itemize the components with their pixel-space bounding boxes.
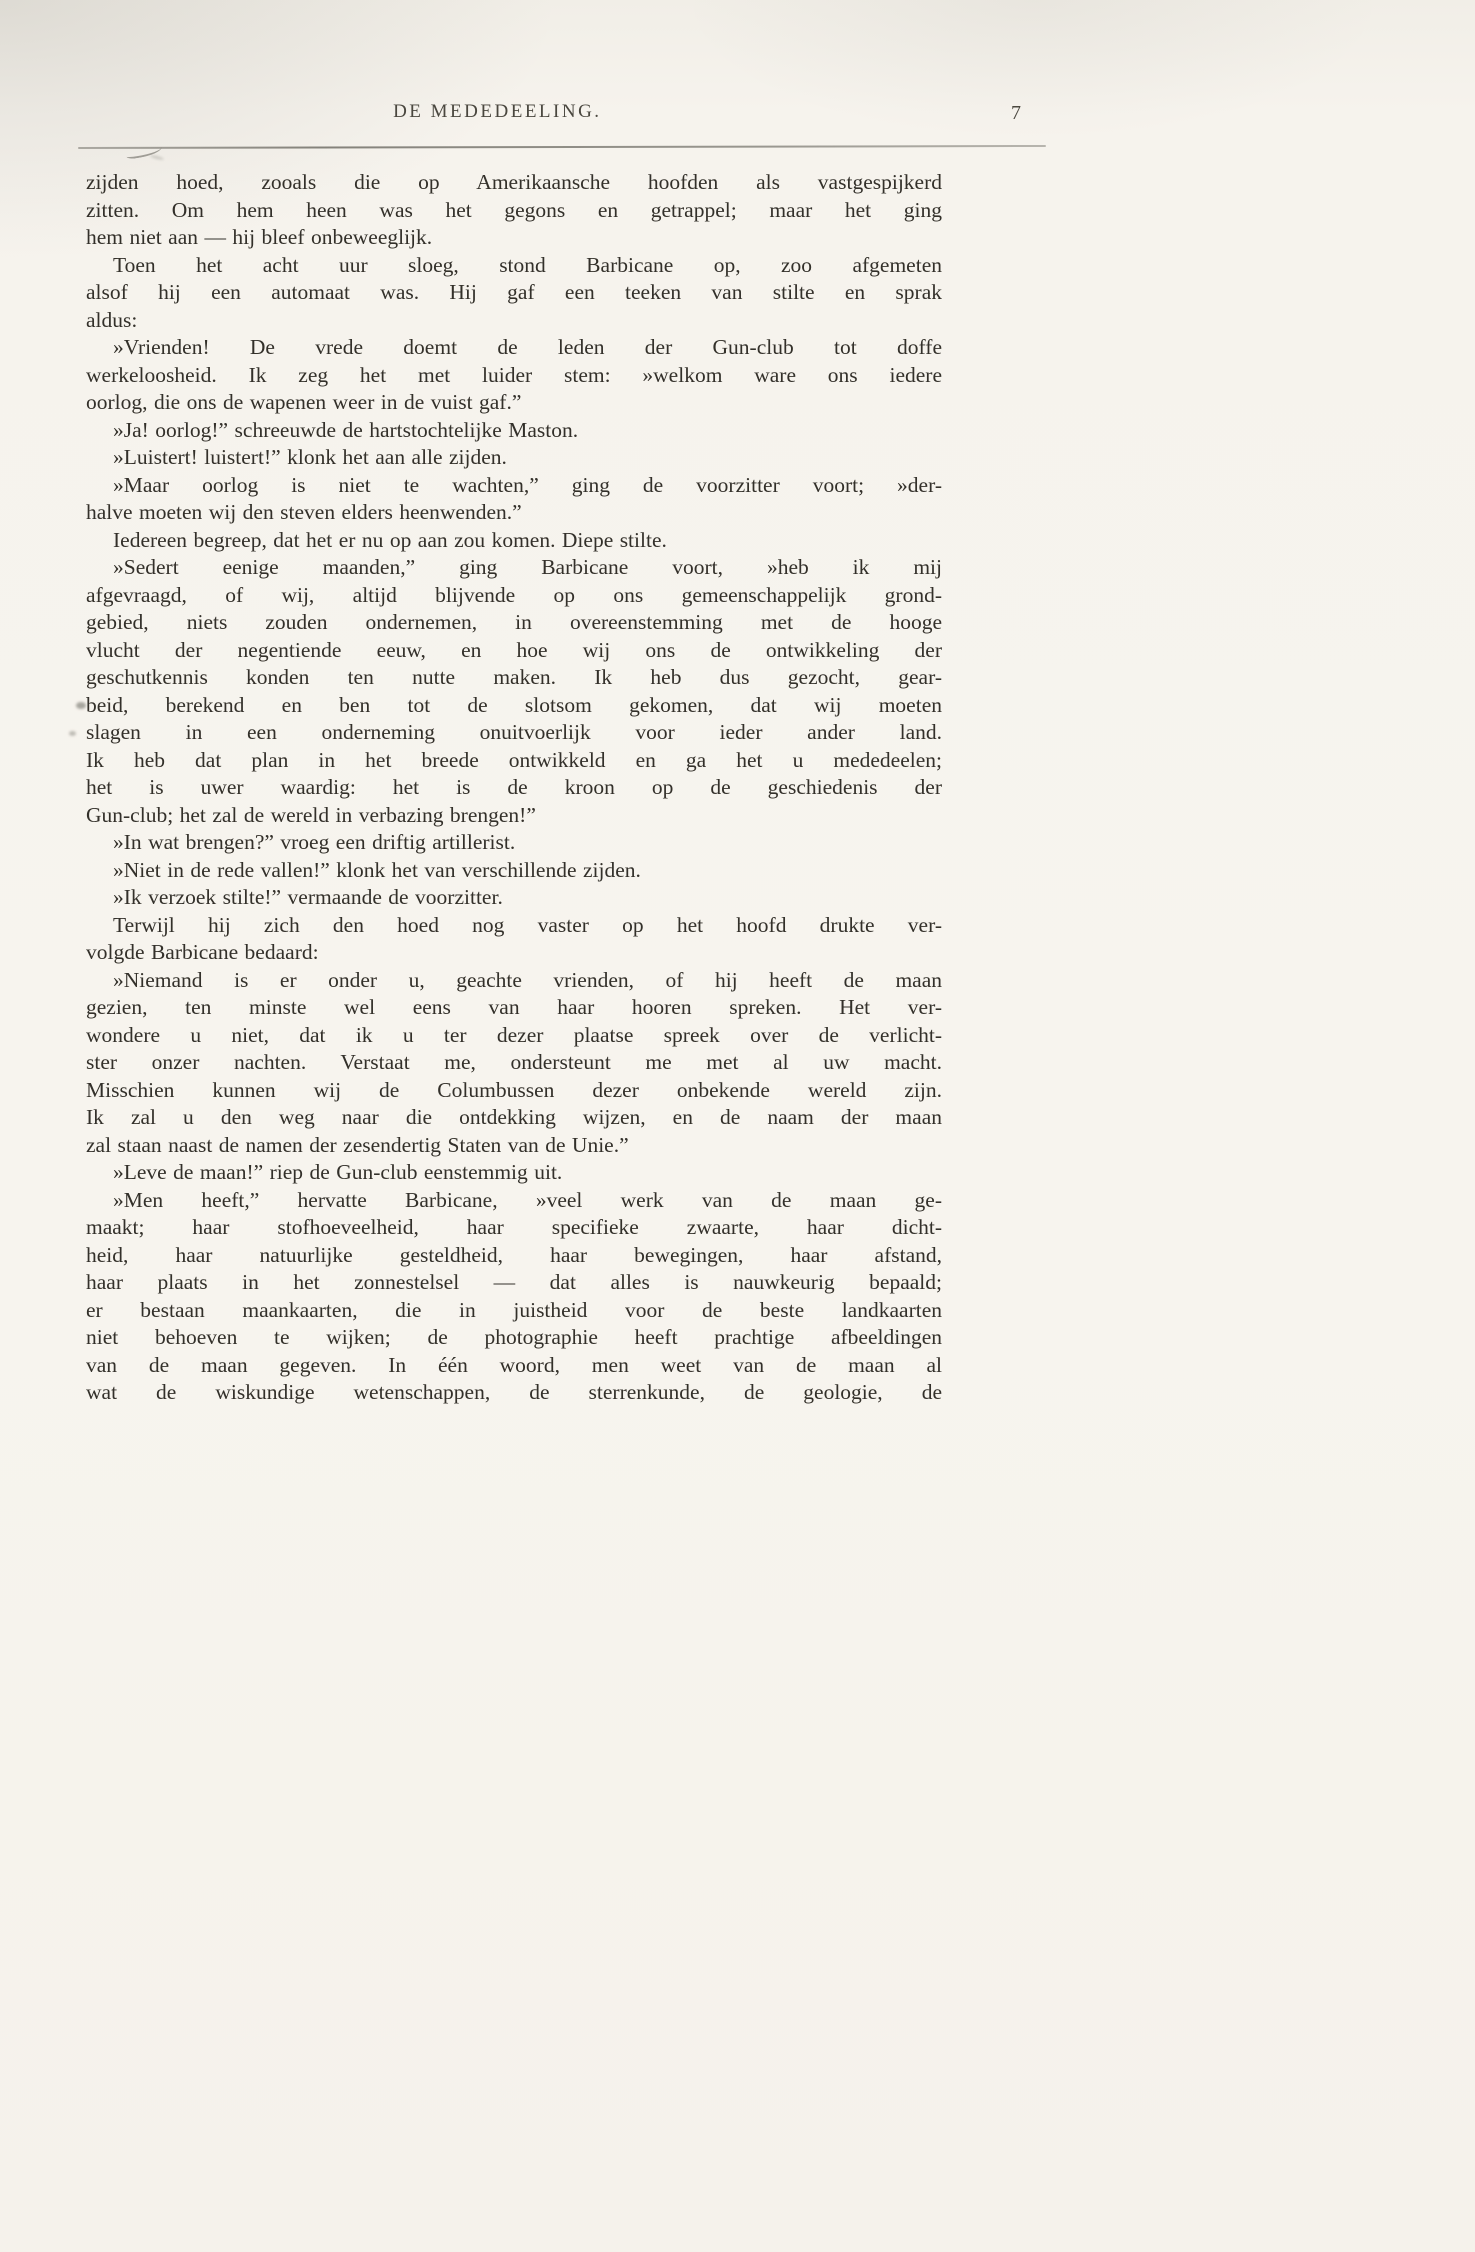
paragraph [86,472,942,527]
text-line: geschutkennis konden ten nutte maken. Ik heb dus gezocht, gear- [86,665,942,689]
text-line: halve moeten wij den steven elders heenwenden.” [86,500,522,524]
header-rule [78,145,1046,149]
paragraph [86,967,942,1160]
ink-smudge [150,154,164,160]
ink-smudge [76,702,86,709]
page-header [85,101,1021,127]
text-line: »Maar oorlog is niet te wachten,” ging de voorzitter voort; »der- [113,472,942,497]
paragraph [86,252,942,335]
paragraph [86,527,942,555]
text-line: volgde Barbicane bedaard: [86,940,319,964]
ink-smudge [69,731,76,736]
text-line: Misschien kunnen wij de Columbussen dezer onbekende wereld zijn. [86,1077,942,1102]
text-line: »In wat brengen?” vroeg een driftig artillerist. [113,830,516,854]
text-line: vlucht der negentiende eeuw, en hoe wij ons de ontwikkeling der [86,637,942,662]
paragraph [86,554,942,829]
paragraph [86,912,942,967]
text-line: Terwijl hij zich den hoed nog vaster op het hoofd drukte ver- [113,912,942,937]
text-line: »Ik verzoek stilte!” vermaande de voorzitter. [113,885,503,909]
text-line: het is uwer waardig: het is de kroon op de geschiedenis der [86,775,942,799]
text-line: oorlog, die ons de wapenen weer in de vuist gaf.” [86,390,522,414]
text-line: Toen het acht uur sloeg, stond Barbicane op, zoo afgemeten [113,252,942,277]
text-line: zal staan naast de namen der zesendertig Staten van de Unie.” [86,1132,629,1157]
paragraph [86,417,942,445]
page-number: 7 [1011,102,1021,124]
text-line: Ik zal u den weg naar die ontdekking wijzen, en de naam der maan [86,1105,942,1129]
text-line: »Ja! oorlog!” schreeuwde de hartstochtelijke Maston. [113,417,579,442]
text-line: Iedereen begreep, dat het er nu op aan zou komen. Diepe stilte. [113,527,667,552]
running-title: DE MEDEDEELING. [393,101,602,122]
text-line: gebied, niets zouden ondernemen, in overeenstemming met de hooge [86,610,942,634]
page-body [86,169,942,1407]
paragraph [86,169,942,252]
text-line: gezien, ten minste wel eens van haar hooren spreken. Het ver- [86,995,942,1019]
text-line: heid, haar natuurlijke gesteldheid, haar bewegingen, haar afstand, [86,1242,942,1267]
text-line: aldus: [86,307,138,332]
text-line: »Sedert eenige maanden,” ging Barbicane voort, »heb ik mij [113,555,942,579]
text-line: van de maan gegeven. In één woord, men weet van de maan al [86,1352,942,1377]
text-line: hem niet aan — hij bleef onbeweeglijk. [86,225,433,249]
text-line: werkeloosheid. Ik zeg het met luider stem: »welkom ware ons iedere [86,362,942,387]
text-line: Gun-club; het zal de wereld in verbazing brengen!” [86,802,536,827]
text-line: alsof hij een automaat was. Hij gaf een teeken van stilte en sprak [86,280,942,304]
text-line: wondere u niet, dat ik u ter dezer plaatse spreek over de verlicht- [86,1022,942,1047]
text-line: Ik heb dat plan in het breede ontwikkeld en ga het u mededeelen; [86,747,942,772]
text-line: afgevraagd, of wij, altijd blijvende op ons gemeenschappelijk grond- [86,582,942,607]
text-line: »Men heeft,” hervatte Barbicane, »veel werk van de maan ge- [113,1187,942,1212]
text-line: ster onzer nachten. Verstaat me, ondersteunt me met al uw macht. [86,1050,942,1074]
paragraph [86,829,942,857]
paragraph [86,1159,942,1187]
text-line: niet behoeven te wijken; de photographie heeft prachtige afbeeldingen [86,1325,942,1349]
text-line: »Luistert! luistert!” klonk het aan alle zijden. [113,445,507,469]
text-line: haar plaats in het zonnestelsel — dat alles is nauwkeurig bepaald; [86,1270,942,1294]
paragraph [86,884,942,912]
paragraph [86,857,942,885]
paragraph [86,444,942,472]
text-line: »Vrienden! De vrede doemt de leden der Gun-club tot doffe [113,335,942,359]
text-line: wat de wiskundige wetenschappen, de sterrenkunde, de geologie, de [86,1380,942,1404]
text-line: zitten. Om hem heen was het gegons en getrappel; maar het ging [86,197,942,222]
text-line: beid, berekend en ben tot de slotsom gekomen, dat wij moeten [86,692,942,717]
text-line: zijden hoed, zooals die op Amerikaansche hoofden als vastgespijkerd [86,170,942,194]
text-line: maakt; haar stofhoeveelheid, haar specifieke zwaarte, haar dicht- [86,1215,942,1239]
text-line: er bestaan maankaarten, die in juistheid voor de beste landkaarten [86,1297,942,1322]
paragraph [86,1187,942,1407]
text-line: »Leve de maan!” riep de Gun-club eenstemmig uit. [113,1160,563,1184]
paragraph [86,334,942,417]
text-line: »Niemand is er onder u, geachte vrienden, of hij heeft de maan [113,967,942,992]
text-line: slagen in een onderneming onuitvoerlijk voor ieder ander land. [86,720,942,744]
text-line: »Niet in de rede vallen!” klonk het van verschillende zijden. [113,857,641,882]
